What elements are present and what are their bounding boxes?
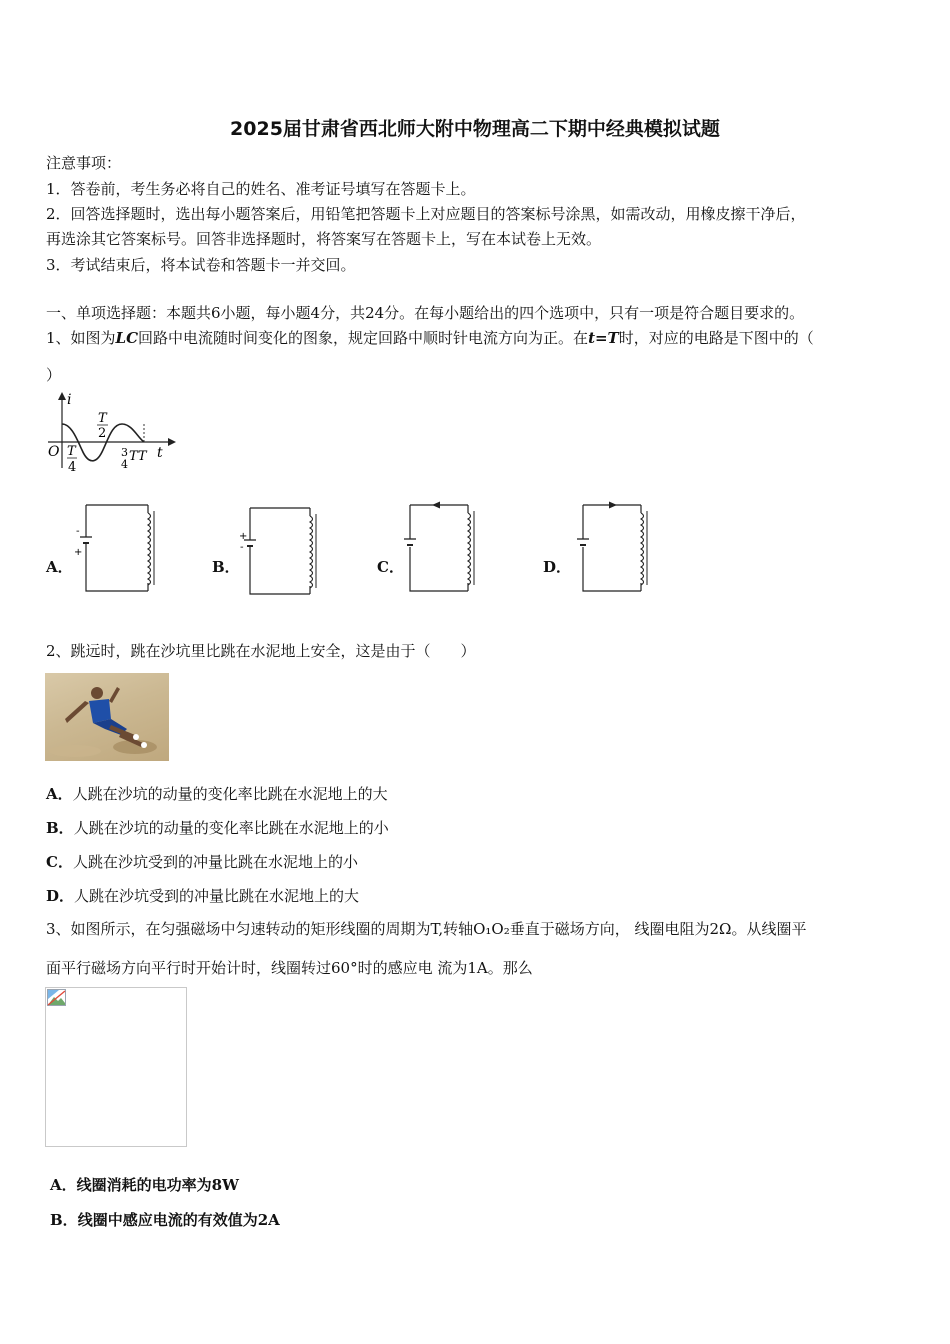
- circuit-c: [402, 503, 492, 598]
- broken-image-placeholder: [45, 987, 187, 1147]
- origin-label: O: [48, 444, 60, 460]
- tick-3q-num: 3: [121, 446, 128, 459]
- q3-option-b-text: 线圈中感应电流的有效值为2A: [77, 1211, 280, 1229]
- q3-option-b-label: B．: [50, 1211, 78, 1229]
- notice-item: 1．答卷前，考生务必将自己的姓名、准考证号填写在答题卡上。: [46, 180, 476, 198]
- q2-option-b-text: 人跳在沙坑的动量的变化率比跳在水泥地上的小: [73, 819, 389, 837]
- page-title: 2025届甘肃省西北师大附中物理高二下期中经典模拟试题: [230, 118, 720, 140]
- q2-option-d[interactable]: [46, 885, 359, 906]
- svg-text:-: -: [240, 542, 244, 553]
- q2-option-b[interactable]: [46, 817, 389, 838]
- option-d-label[interactable]: D．: [543, 558, 572, 576]
- notice-item: 再选涂其它答案标号。回答非选择题时，将答案写在答题卡上，写在本试卷上无效。: [46, 230, 602, 248]
- q1-text-a: 1、如图为: [46, 329, 116, 347]
- q2-option-a-label: A．: [46, 785, 73, 803]
- long-jump-photo: [45, 673, 169, 761]
- tick-end: TT: [129, 449, 147, 464]
- q3-option-a-text: 线圈消耗的电功率为8W: [76, 1176, 239, 1194]
- q1-tt: t=T: [588, 329, 619, 347]
- q3-option-a[interactable]: [50, 1174, 239, 1195]
- long-jumper-illustration: [45, 673, 169, 761]
- tick-quarter-den: 4: [68, 460, 77, 475]
- svg-text:-: -: [76, 526, 80, 537]
- q2-option-c[interactable]: [46, 851, 358, 872]
- option-a-label[interactable]: A．: [46, 558, 73, 576]
- q2-option-c-label: C．: [46, 853, 73, 871]
- y-label: i: [67, 392, 72, 408]
- tick-half-num: T: [98, 411, 107, 426]
- q2-option-a[interactable]: [46, 783, 388, 804]
- current-arrow-left: [432, 502, 440, 509]
- q2-option-c-text: 人跳在沙坑受到的冲量比跳在水泥地上的小: [72, 853, 358, 871]
- svg-text:+: +: [239, 531, 248, 542]
- section-heading: 一、单项选择题：本题共6小题，每小题4分，共24分。在每小题给出的四个选项中，只有一项是符合题目要求的。: [46, 304, 805, 322]
- q2-option-a-text: 人跳在沙坑的动量的变化率比跳在水泥地上的大: [72, 785, 388, 803]
- question-2-stem: 2、跳远时，跳在沙坑里比跳在水泥地上安全，这是由于（ ）: [46, 642, 476, 660]
- tick-3q-den: 4: [121, 458, 128, 471]
- tick-quarter-num: T: [67, 444, 76, 459]
- circuit-b: [238, 506, 328, 601]
- broken-image-icon: [47, 989, 67, 1007]
- question-3-stem-line2: 面平行磁场方向平行时开始计时，线圈转过60°时的感应电 流为1A。那么: [46, 959, 533, 977]
- current-arrow-right: [609, 502, 617, 509]
- svg-text:+: +: [74, 547, 83, 558]
- y-axis-arrow: [58, 392, 66, 400]
- q2-option-d-text: 人跳在沙坑受到的冲量比跳在水泥地上的大: [74, 887, 360, 905]
- current-time-graph: [40, 390, 180, 475]
- x-axis-arrow: [168, 438, 176, 446]
- tick-half-den: 2: [98, 426, 107, 441]
- notice-item: 2．回答选择题时，选出每小题答案后，用铅笔把答题卡上对应题目的答案标号涂黑，如需改动，用橡皮擦干净后，: [46, 205, 806, 223]
- x-label: t: [157, 445, 163, 461]
- notice-item: 3．考试结束后，将本试卷和答题卡一并交回。: [46, 256, 356, 274]
- q1-lc: LC: [115, 329, 139, 347]
- question-1-stem: [46, 327, 814, 348]
- circuit-d: [575, 503, 665, 598]
- option-c-label[interactable]: C．: [377, 558, 404, 576]
- q2-option-b-label: B．: [46, 819, 74, 837]
- notice-heading: 注意事项：: [46, 154, 122, 172]
- q2-option-d-label: D．: [46, 887, 75, 905]
- q1-text-b: 回路中电流随时间变化的图象，规定回路中顺时针电流方向为正。在: [138, 329, 589, 347]
- q1-text-c: 时，对应的电路是下图中的（: [618, 329, 814, 347]
- q1-close-paren: ）: [46, 366, 62, 384]
- q3-option-a-label: A．: [50, 1176, 77, 1194]
- q3-option-b[interactable]: [50, 1209, 280, 1230]
- question-3-stem-line1: 3、如图所示，在匀强磁场中匀速转动的矩形线圈的周期为T,转轴O₁O₂垂直于磁场方向， 线圈电阻为2Ω。从线圈平: [46, 920, 807, 938]
- option-b-label[interactable]: B．: [212, 558, 240, 576]
- circuit-a: [72, 503, 162, 598]
